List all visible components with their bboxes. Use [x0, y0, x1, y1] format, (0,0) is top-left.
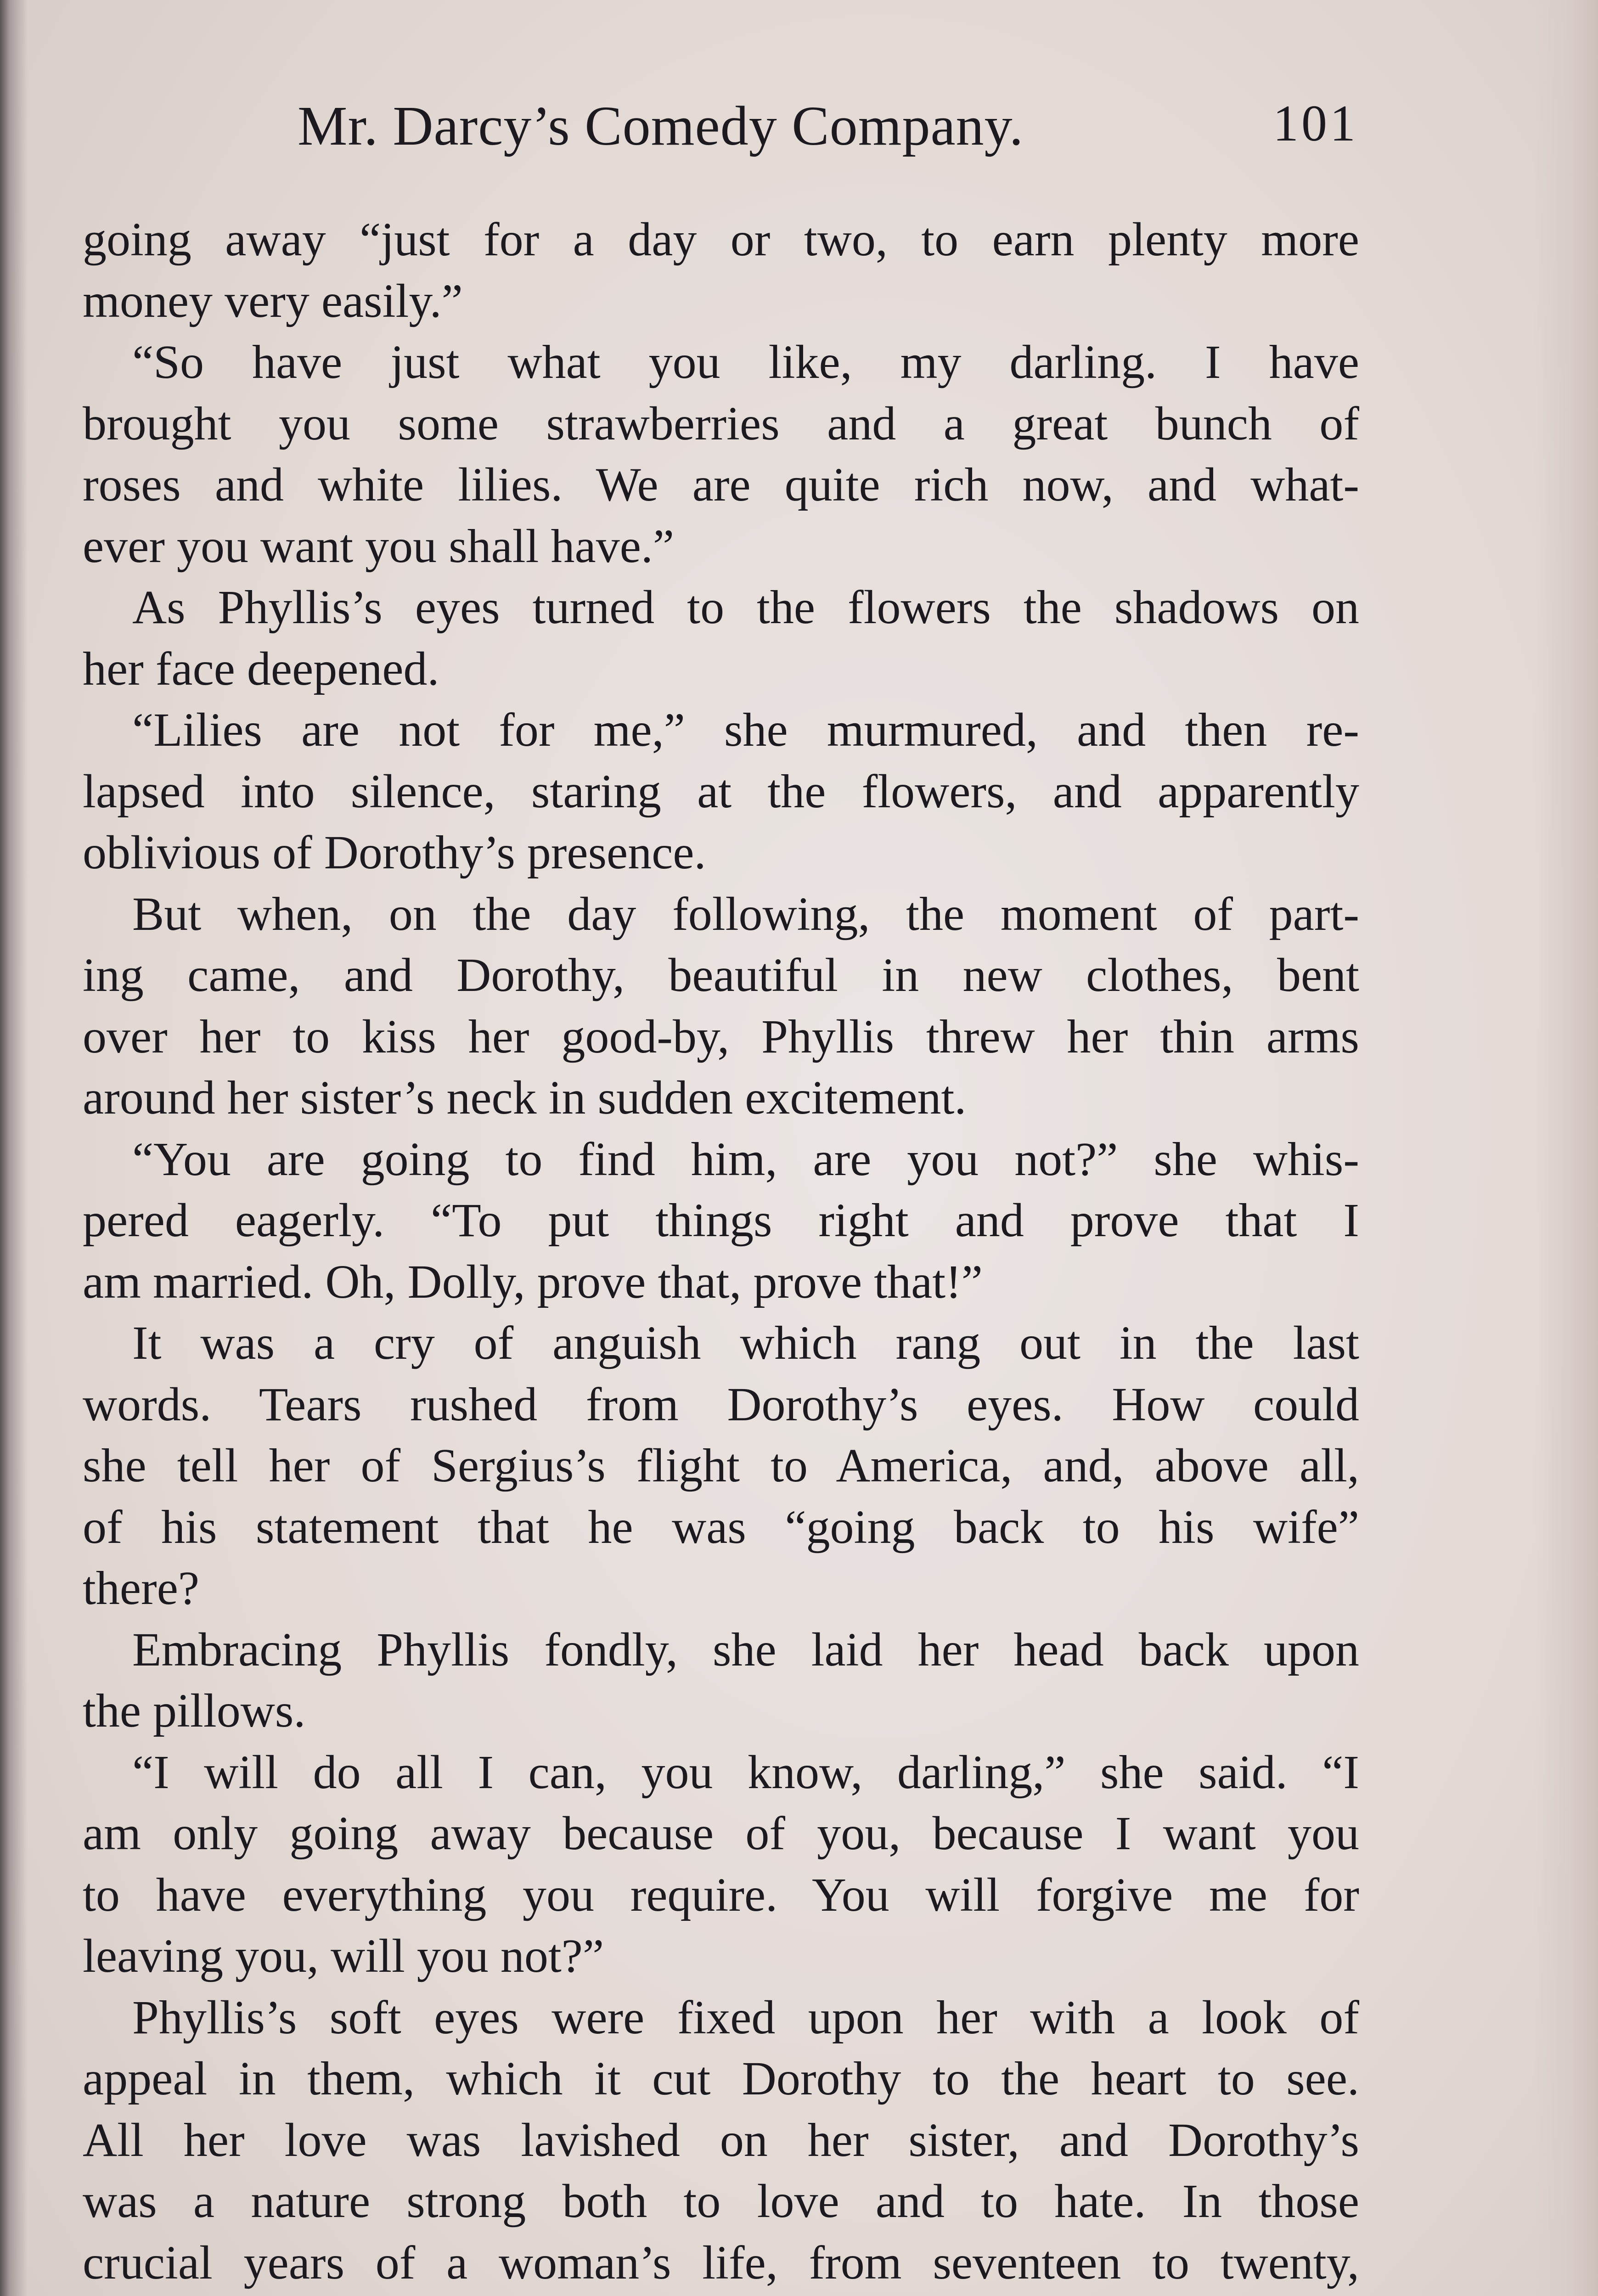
text-line: going away “just for a day or two, to earn plenty more: [83, 213, 1359, 266]
text-line: Embracing Phyllis fondly, she laid her head back upon: [132, 1623, 1359, 1676]
text-line: pered eagerly. “To put things right and prove that I: [83, 1194, 1359, 1247]
text-line: As Phyllis’s eyes turned to the flowers the shadows on: [132, 581, 1359, 634]
text-line: was a nature strong both to love and to hate. In those: [83, 2175, 1359, 2228]
text-line: It was a cry of anguish which rang out in the last: [132, 1317, 1359, 1369]
text-line: lapsed into silence, staring at the flowers, and apparently: [83, 765, 1359, 818]
text-line: the pillows.: [83, 1684, 306, 1737]
text-line: am only going away because of you, because I want you: [83, 1807, 1359, 1860]
text-line: around her sister’s neck in sudden excitement.: [83, 1071, 967, 1124]
text-line: am married. Oh, Dolly, prove that, prove that!”: [83, 1255, 983, 1308]
text-line: “You are going to find him, are you not?” she whis-: [132, 1132, 1359, 1186]
text-line: money very easily.”: [83, 274, 463, 327]
text-line: leaving you, will you not?”: [83, 1930, 604, 1982]
text-line: brought you some strawberries and a great bunch of: [83, 397, 1359, 450]
text-line: appeal in them, which it cut Dorothy to the heart to see.: [83, 2052, 1359, 2105]
text-line: crucial years of a woman’s life, from seventeen to twenty,: [83, 2236, 1359, 2289]
text-line: of his statement that he was “going back to his wife”: [83, 1500, 1359, 1553]
text-line: But when, on the day following, the moment of part-: [132, 887, 1359, 940]
text-line: roses and white lilies. We are quite rich now, and what-: [83, 458, 1359, 511]
text-line: “Lilies are not for me,” she murmured, and then re-: [132, 703, 1359, 756]
running-title: Mr. Darcy’s Comedy Company.: [298, 95, 1024, 157]
text-line: All her love was lavished on her sister, and Dorothy’s: [83, 2113, 1359, 2167]
text-line: “I will do all I can, you know, darling,” she said. “I: [132, 1745, 1359, 1799]
text-line: there?: [83, 1562, 200, 1615]
text-line: to have everything you require. You will forgive me for: [83, 1868, 1359, 1921]
text-line: words. Tears rushed from Dorothy’s eyes. How could: [83, 1378, 1359, 1431]
text-line: ever you want you shall have.”: [83, 519, 675, 573]
text-line: she tell her of Sergius’s flight to America, and, above all,: [83, 1439, 1359, 1492]
text-line: oblivious of Dorothy’s presence.: [83, 826, 706, 879]
text-line: Phyllis’s soft eyes were fixed upon her with a look of: [132, 1991, 1359, 2044]
text-line: over her to kiss her good-by, Phyllis threw her thin arms: [83, 1010, 1359, 1063]
running-head: [0, 94, 1598, 163]
text-line: [83, 2293, 1359, 2296]
text-line: her face deepened.: [83, 642, 439, 695]
text-line: “So have just what you like, my darling. I have: [132, 336, 1359, 388]
text-line: ing came, and Dorothy, beautiful in new clothes, bent: [83, 949, 1359, 1002]
body-text: [83, 209, 1359, 2296]
page-number: 101: [1273, 95, 1358, 152]
